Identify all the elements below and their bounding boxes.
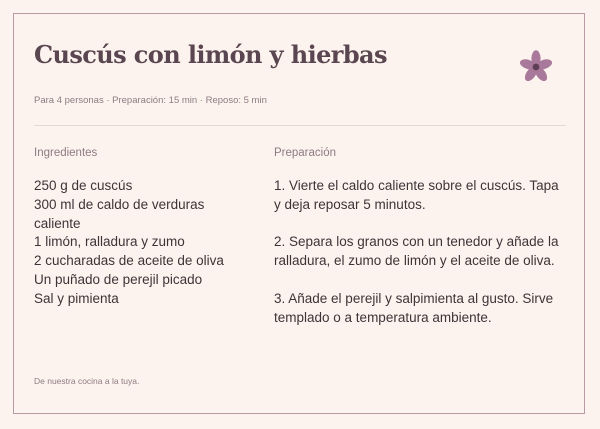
ingredients-list — [34, 177, 249, 309]
ingredient-item: Sal y pimienta — [34, 290, 119, 306]
ingredient-item: 1 limón, ralladura y zumo — [34, 234, 185, 250]
flower-center — [533, 64, 540, 71]
recipe-meta: Para 4 personas · Preparación: 15 min · Reposo: 5 min — [34, 95, 267, 106]
preparation-step: 2. Separa los granos con un tenedor y añade la ralladura, el zumo de limón y el aceite de oliva. — [274, 234, 559, 269]
footer-note: De nuestra cocina a la tuya. — [34, 376, 140, 386]
preparation-steps — [274, 177, 566, 346]
recipe-card — [13, 13, 585, 414]
divider — [34, 125, 566, 126]
ingredients-heading: Ingredientes — [34, 147, 98, 159]
recipe-title: Cuscús con limón y hierbas — [34, 40, 387, 69]
ingredient-item: 2 cucharadas de aceite de oliva — [34, 253, 224, 269]
preparation-step: 1. Vierte el caldo caliente sobre el cuscús. Tapa y deja reposar 5 minutos. — [274, 178, 559, 212]
preparation-step: 3. Añade el perejil y salpimienta al gusto. Sirve templado o a temperatura ambiente. — [274, 290, 554, 325]
flower-icon — [518, 49, 554, 85]
ingredient-item: 250 g de cuscús — [34, 178, 133, 193]
ingredient-item: Un puñado de perejil picado — [34, 271, 203, 287]
preparation-heading: Preparación — [274, 147, 337, 159]
ingredient-item: 300 ml de caldo de verduras caliente — [34, 196, 205, 231]
